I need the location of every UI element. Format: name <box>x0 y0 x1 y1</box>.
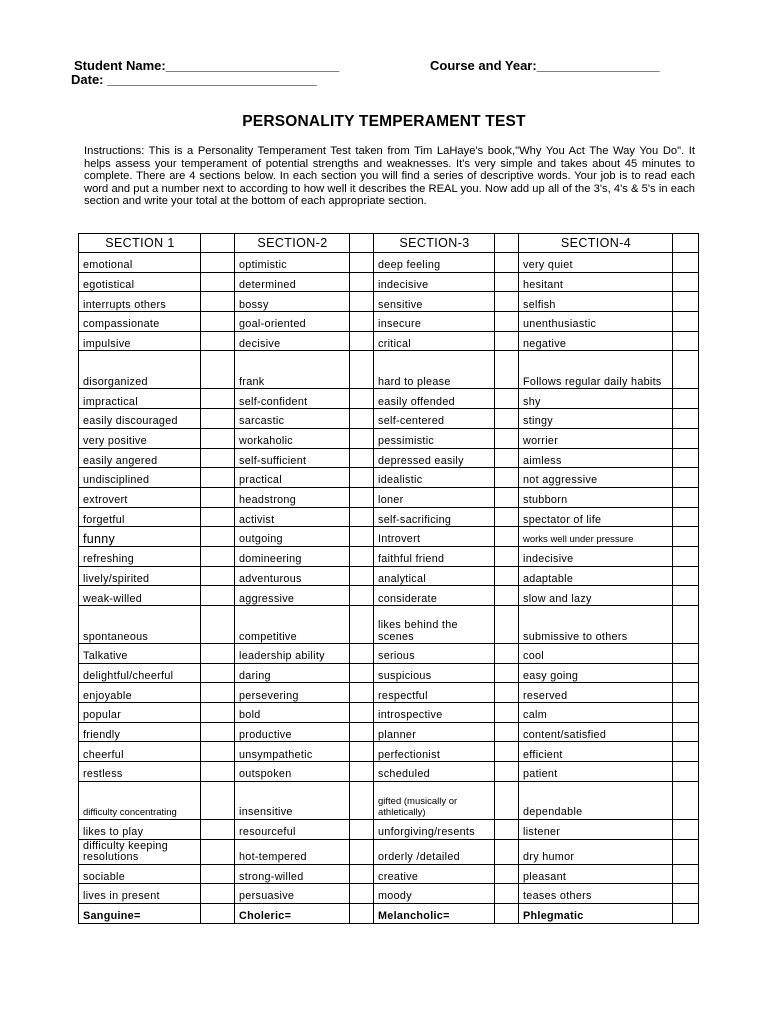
section-4-word: hesitant <box>519 272 673 292</box>
section-2-word: outspoken <box>235 762 350 782</box>
section-3-score-cell[interactable] <box>495 272 519 292</box>
section-1-score-header <box>201 234 235 253</box>
section-1-score-cell[interactable] <box>201 507 235 527</box>
section-2-word: headstrong <box>235 487 350 507</box>
table-row <box>79 606 699 644</box>
section-3-word: serious <box>374 644 495 664</box>
section-3-score-cell[interactable] <box>495 703 519 723</box>
section-2-score-cell[interactable] <box>350 722 374 742</box>
section-2-score-cell[interactable] <box>350 781 374 819</box>
section-2-score-cell[interactable] <box>350 507 374 527</box>
section-3-score-cell[interactable] <box>495 722 519 742</box>
section-3-score-header <box>495 234 519 253</box>
section-2-score-cell[interactable] <box>350 527 374 547</box>
section-2-word: practical <box>235 468 350 488</box>
section-1-word: funny <box>79 527 201 547</box>
section-4-word: reserved <box>519 683 673 703</box>
section-3-word: analytical <box>374 566 495 586</box>
section-1-word: lives in present <box>79 884 201 904</box>
section-3-score-cell[interactable] <box>495 292 519 312</box>
section-2-score-cell[interactable] <box>350 839 374 864</box>
section-1-word: very positive <box>79 428 201 448</box>
section-4-word: indecisive <box>519 546 673 566</box>
section-4-score-cell[interactable] <box>673 819 699 839</box>
section-1-score-cell[interactable] <box>201 331 235 351</box>
section-2-score-cell[interactable] <box>350 703 374 723</box>
section-1-score-cell[interactable] <box>201 644 235 664</box>
section-3-score-cell[interactable] <box>495 606 519 644</box>
section-2-word: domineering <box>235 546 350 566</box>
section-2-word: self-sufficient <box>235 448 350 468</box>
section-3-score-cell[interactable] <box>495 644 519 664</box>
section-2-score-cell[interactable] <box>350 428 374 448</box>
table-row <box>79 487 699 507</box>
section-4-score-cell[interactable] <box>673 507 699 527</box>
section-2-score-cell[interactable] <box>350 683 374 703</box>
phlegmatic-total-cell[interactable] <box>673 903 699 923</box>
section-4-word: works well under pressure <box>519 527 673 547</box>
section-1-word: friendly <box>79 722 201 742</box>
section-4-score-cell[interactable] <box>673 331 699 351</box>
section-4-word: cool <box>519 644 673 664</box>
section-2-word: self-confident <box>235 389 350 409</box>
section-3-score-cell[interactable] <box>495 839 519 864</box>
choleric-total-label: Choleric= <box>235 903 350 923</box>
section-2-word: leadership ability <box>235 644 350 664</box>
section-3-word: idealistic <box>374 468 495 488</box>
section-header-row <box>79 234 699 253</box>
section-4-score-cell[interactable] <box>673 722 699 742</box>
section-3-score-cell[interactable] <box>495 683 519 703</box>
section-4-word: slow and lazy <box>519 586 673 606</box>
section-4-score-cell[interactable] <box>673 663 699 683</box>
melancholic-total-cell[interactable] <box>495 903 519 923</box>
section-1-word: impulsive <box>79 331 201 351</box>
section-1-word: easily angered <box>79 448 201 468</box>
section-2-word: persuasive <box>235 884 350 904</box>
section-3-score-cell[interactable] <box>495 742 519 762</box>
section-1-header: SECTION 1 <box>79 234 201 253</box>
section-4-score-cell[interactable] <box>673 864 699 884</box>
section-1-word: cheerful <box>79 742 201 762</box>
section-3-word: loner <box>374 487 495 507</box>
section-1-score-cell[interactable] <box>201 606 235 644</box>
section-1-score-cell[interactable] <box>201 722 235 742</box>
section-4-score-cell[interactable] <box>673 527 699 547</box>
temperament-table <box>78 233 699 924</box>
section-2-score-cell[interactable] <box>350 586 374 606</box>
section-1-score-cell[interactable] <box>201 781 235 819</box>
section-3-score-cell[interactable] <box>495 762 519 782</box>
section-2-score-cell[interactable] <box>350 566 374 586</box>
table-row <box>79 781 699 819</box>
section-1-word: impractical <box>79 389 201 409</box>
section-1-score-cell[interactable] <box>201 468 235 488</box>
section-3-word: easily offended <box>374 389 495 409</box>
section-1-score-cell[interactable] <box>201 884 235 904</box>
section-4-word: aimless <box>519 448 673 468</box>
section-4-score-cell[interactable] <box>673 448 699 468</box>
section-3-score-cell[interactable] <box>495 331 519 351</box>
section-2-word: resourceful <box>235 819 350 839</box>
section-4-word: pleasant <box>519 864 673 884</box>
table-row <box>79 839 699 864</box>
section-3-word: insecure <box>374 312 495 332</box>
section-4-score-cell[interactable] <box>673 884 699 904</box>
table-row <box>79 663 699 683</box>
section-1-score-cell[interactable] <box>201 292 235 312</box>
melancholic-total-label: Melancholic= <box>374 903 495 923</box>
section-1-score-cell[interactable] <box>201 663 235 683</box>
section-3-score-cell[interactable] <box>495 487 519 507</box>
section-4-score-cell[interactable] <box>673 546 699 566</box>
phlegmatic-total-label: Phlegmatic <box>519 903 673 923</box>
section-4-score-cell[interactable] <box>673 468 699 488</box>
table-row <box>79 586 699 606</box>
section-4-word: dry humor <box>519 839 673 864</box>
student-name-field[interactable]: Student Name:________________________ <box>74 58 340 73</box>
section-1-score-cell[interactable] <box>201 683 235 703</box>
section-4-word: negative <box>519 331 673 351</box>
section-4-word: Follows regular daily habits <box>519 351 673 389</box>
section-3-word: gifted (musically or athletically) <box>374 781 495 819</box>
table-row <box>79 428 699 448</box>
section-2-word: workaholic <box>235 428 350 448</box>
section-1-word: sociable <box>79 864 201 884</box>
section-2-score-cell[interactable] <box>350 448 374 468</box>
section-4-word: content/satisfied <box>519 722 673 742</box>
section-1-score-cell[interactable] <box>201 819 235 839</box>
section-4-score-cell[interactable] <box>673 272 699 292</box>
section-3-word: Introvert <box>374 527 495 547</box>
section-2-word: unsympathetic <box>235 742 350 762</box>
section-3-word: planner <box>374 722 495 742</box>
section-1-word: restless <box>79 762 201 782</box>
instructions-text: Instructions: This is a Personality Temperament Test taken from Tim LaHaye's book,"Why You Act The Way You Do". It helps assess your temperament of potential strengths and weaknesses. It's very simple and takes about 45 minutes to complete. There are 4 sections below. In each section you will find a series of descriptive words. Your job is to read each word and put a number next to according to how well it describes the REAL you. Now add up all of the 3's, 4's & 5's in each section and write your total at the bottom of each appropriate section. <box>84 145 695 207</box>
section-2-score-cell[interactable] <box>350 884 374 904</box>
section-3-word: deep feeling <box>374 253 495 273</box>
section-2-word: persevering <box>235 683 350 703</box>
section-2-word: sarcastic <box>235 409 350 429</box>
section-2-score-cell[interactable] <box>350 253 374 273</box>
section-1-score-cell[interactable] <box>201 546 235 566</box>
section-3-score-cell[interactable] <box>495 884 519 904</box>
section-2-score-cell[interactable] <box>350 762 374 782</box>
section-3-score-cell[interactable] <box>495 566 519 586</box>
section-1-score-cell[interactable] <box>201 864 235 884</box>
section-2-score-cell[interactable] <box>350 487 374 507</box>
section-3-word: indecisive <box>374 272 495 292</box>
sanguine-total-cell[interactable] <box>201 903 235 923</box>
section-2-score-cell[interactable] <box>350 272 374 292</box>
section-3-score-cell[interactable] <box>495 428 519 448</box>
section-4-score-cell[interactable] <box>673 351 699 389</box>
section-2-score-cell[interactable] <box>350 468 374 488</box>
section-1-score-cell[interactable] <box>201 312 235 332</box>
section-3-score-cell[interactable] <box>495 781 519 819</box>
section-4-header: SECTION-4 <box>519 234 673 253</box>
section-2-word: bold <box>235 703 350 723</box>
section-4-score-cell[interactable] <box>673 566 699 586</box>
section-3-word: self-sacrificing <box>374 507 495 527</box>
section-2-score-cell[interactable] <box>350 389 374 409</box>
section-2-score-cell[interactable] <box>350 663 374 683</box>
section-3-word: likes behind the scenes <box>374 606 495 644</box>
section-1-word: compassionate <box>79 312 201 332</box>
section-1-score-cell[interactable] <box>201 839 235 864</box>
section-2-header: SECTION-2 <box>235 234 350 253</box>
section-4-word: very quiet <box>519 253 673 273</box>
section-3-score-cell[interactable] <box>495 546 519 566</box>
section-3-score-cell[interactable] <box>495 253 519 273</box>
section-1-word: emotional <box>79 253 201 273</box>
section-4-score-header <box>673 234 699 253</box>
section-2-score-cell[interactable] <box>350 409 374 429</box>
section-1-word: difficulty keeping resolutions <box>79 839 201 864</box>
section-4-word: stubborn <box>519 487 673 507</box>
section-4-word: shy <box>519 389 673 409</box>
table-row <box>79 884 699 904</box>
section-1-word: disorganized <box>79 351 201 389</box>
section-3-word: hard to please <box>374 351 495 389</box>
table-row <box>79 722 699 742</box>
section-2-word: outgoing <box>235 527 350 547</box>
section-2-word: competitive <box>235 606 350 644</box>
section-3-word: self-centered <box>374 409 495 429</box>
section-3-score-cell[interactable] <box>495 819 519 839</box>
section-2-word: insensitive <box>235 781 350 819</box>
section-4-word: submissive to others <box>519 606 673 644</box>
section-2-word: goal-oriented <box>235 312 350 332</box>
table-row <box>79 468 699 488</box>
section-1-word: likes to play <box>79 819 201 839</box>
section-4-word: not aggressive <box>519 468 673 488</box>
section-3-word: creative <box>374 864 495 884</box>
section-3-word: depressed easily <box>374 448 495 468</box>
section-2-word: aggressive <box>235 586 350 606</box>
section-3-word: orderly /detailed <box>374 839 495 864</box>
section-3-score-cell[interactable] <box>495 586 519 606</box>
section-3-word: unforgiving/resents <box>374 819 495 839</box>
section-3-score-cell[interactable] <box>495 389 519 409</box>
section-3-word: pessimistic <box>374 428 495 448</box>
section-4-word: selfish <box>519 292 673 312</box>
table-row <box>79 448 699 468</box>
section-3-word: suspicious <box>374 663 495 683</box>
section-2-score-cell[interactable] <box>350 742 374 762</box>
section-3-score-cell[interactable] <box>495 312 519 332</box>
table-row <box>79 819 699 839</box>
section-1-word: enjoyable <box>79 683 201 703</box>
section-4-word: dependable <box>519 781 673 819</box>
section-2-score-header <box>350 234 374 253</box>
section-2-word: strong-willed <box>235 864 350 884</box>
section-4-word: teases others <box>519 884 673 904</box>
page-title: PERSONALITY TEMPERAMENT TEST <box>242 113 526 130</box>
section-1-score-cell[interactable] <box>201 389 235 409</box>
section-3-word: respectful <box>374 683 495 703</box>
section-1-word: Talkative <box>79 644 201 664</box>
section-1-score-cell[interactable] <box>201 272 235 292</box>
table-row <box>79 644 699 664</box>
section-4-score-cell[interactable] <box>673 586 699 606</box>
section-2-word: determined <box>235 272 350 292</box>
section-2-score-cell[interactable] <box>350 864 374 884</box>
section-4-score-cell[interactable] <box>673 389 699 409</box>
section-4-score-cell[interactable] <box>673 409 699 429</box>
section-1-word: spontaneous <box>79 606 201 644</box>
section-4-score-cell[interactable] <box>673 644 699 664</box>
section-3-word: critical <box>374 331 495 351</box>
section-1-score-cell[interactable] <box>201 703 235 723</box>
section-1-word: refreshing <box>79 546 201 566</box>
section-4-score-cell[interactable] <box>673 487 699 507</box>
section-3-score-cell[interactable] <box>495 527 519 547</box>
section-3-word: introspective <box>374 703 495 723</box>
table-row <box>79 253 699 273</box>
section-1-word: easily discouraged <box>79 409 201 429</box>
section-4-word: stingy <box>519 409 673 429</box>
table-row <box>79 409 699 429</box>
section-2-word: productive <box>235 722 350 742</box>
section-1-score-cell[interactable] <box>201 253 235 273</box>
section-1-word: difficulty concentrating <box>79 781 201 819</box>
section-3-score-cell[interactable] <box>495 468 519 488</box>
section-2-score-cell[interactable] <box>350 292 374 312</box>
section-2-word: optimistic <box>235 253 350 273</box>
table-row <box>79 351 699 389</box>
sanguine-total-label: Sanguine= <box>79 903 201 923</box>
section-4-score-cell[interactable] <box>673 781 699 819</box>
section-3-score-cell[interactable] <box>495 351 519 389</box>
section-1-word: egotistical <box>79 272 201 292</box>
section-1-score-cell[interactable] <box>201 586 235 606</box>
section-1-word: delightful/cheerful <box>79 663 201 683</box>
table-row <box>79 546 699 566</box>
date-field[interactable]: Date: _____________________________ <box>71 72 317 87</box>
section-2-word: adventurous <box>235 566 350 586</box>
table-row <box>79 507 699 527</box>
section-1-score-cell[interactable] <box>201 409 235 429</box>
section-3-score-cell[interactable] <box>495 864 519 884</box>
section-1-score-cell[interactable] <box>201 351 235 389</box>
table-row <box>79 331 699 351</box>
table-row <box>79 742 699 762</box>
section-1-word: interrupts others <box>79 292 201 312</box>
section-4-score-cell[interactable] <box>673 742 699 762</box>
section-4-score-cell[interactable] <box>673 312 699 332</box>
table-row <box>79 272 699 292</box>
section-1-score-cell[interactable] <box>201 762 235 782</box>
table-row <box>79 762 699 782</box>
section-3-score-cell[interactable] <box>495 663 519 683</box>
section-2-score-cell[interactable] <box>350 546 374 566</box>
table-row <box>79 864 699 884</box>
section-1-score-cell[interactable] <box>201 566 235 586</box>
section-4-score-cell[interactable] <box>673 292 699 312</box>
section-2-score-cell[interactable] <box>350 819 374 839</box>
choleric-total-cell[interactable] <box>350 903 374 923</box>
section-3-score-cell[interactable] <box>495 409 519 429</box>
section-2-score-cell[interactable] <box>350 606 374 644</box>
section-1-word: lively/spirited <box>79 566 201 586</box>
section-2-score-cell[interactable] <box>350 331 374 351</box>
section-3-word: scheduled <box>374 762 495 782</box>
section-4-score-cell[interactable] <box>673 839 699 864</box>
section-4-score-cell[interactable] <box>673 428 699 448</box>
section-4-word: worrier <box>519 428 673 448</box>
section-4-word: easy going <box>519 663 673 683</box>
table-row <box>79 312 699 332</box>
table-row <box>79 566 699 586</box>
section-4-word: calm <box>519 703 673 723</box>
section-2-word: daring <box>235 663 350 683</box>
section-2-word: frank <box>235 351 350 389</box>
section-4-score-cell[interactable] <box>673 606 699 644</box>
section-4-word: unenthusiastic <box>519 312 673 332</box>
section-4-word: patient <box>519 762 673 782</box>
section-2-word: decisive <box>235 331 350 351</box>
section-2-word: activist <box>235 507 350 527</box>
section-3-word: moody <box>374 884 495 904</box>
section-1-word: popular <box>79 703 201 723</box>
section-4-word: adaptable <box>519 566 673 586</box>
table-row <box>79 527 699 547</box>
section-1-score-cell[interactable] <box>201 527 235 547</box>
table-row <box>79 389 699 409</box>
section-1-word: weak-willed <box>79 586 201 606</box>
section-3-score-cell[interactable] <box>495 507 519 527</box>
table-row <box>79 683 699 703</box>
section-2-word: hot-tempered <box>235 839 350 864</box>
section-1-score-cell[interactable] <box>201 742 235 762</box>
section-4-word: efficient <box>519 742 673 762</box>
section-3-score-cell[interactable] <box>495 448 519 468</box>
section-1-score-cell[interactable] <box>201 448 235 468</box>
section-3-word: perfectionist <box>374 742 495 762</box>
section-2-score-cell[interactable] <box>350 644 374 664</box>
section-1-word: extrovert <box>79 487 201 507</box>
section-3-word: faithful friend <box>374 546 495 566</box>
course-year-field[interactable]: Course and Year:_________________ <box>430 58 660 73</box>
section-4-word: spectator of life <box>519 507 673 527</box>
section-3-header: SECTION-3 <box>374 234 495 253</box>
section-4-score-cell[interactable] <box>673 683 699 703</box>
section-4-score-cell[interactable] <box>673 703 699 723</box>
section-3-word: sensitive <box>374 292 495 312</box>
table-row <box>79 703 699 723</box>
table-row <box>79 292 699 312</box>
section-4-score-cell[interactable] <box>673 762 699 782</box>
section-3-word: considerate <box>374 586 495 606</box>
section-4-score-cell[interactable] <box>673 253 699 273</box>
section-1-score-cell[interactable] <box>201 428 235 448</box>
section-1-word: forgetful <box>79 507 201 527</box>
section-2-score-cell[interactable] <box>350 312 374 332</box>
section-4-word: listener <box>519 819 673 839</box>
totals-row <box>79 903 699 923</box>
section-2-word: bossy <box>235 292 350 312</box>
section-2-score-cell[interactable] <box>350 351 374 389</box>
section-1-score-cell[interactable] <box>201 487 235 507</box>
section-1-word: undisciplined <box>79 468 201 488</box>
